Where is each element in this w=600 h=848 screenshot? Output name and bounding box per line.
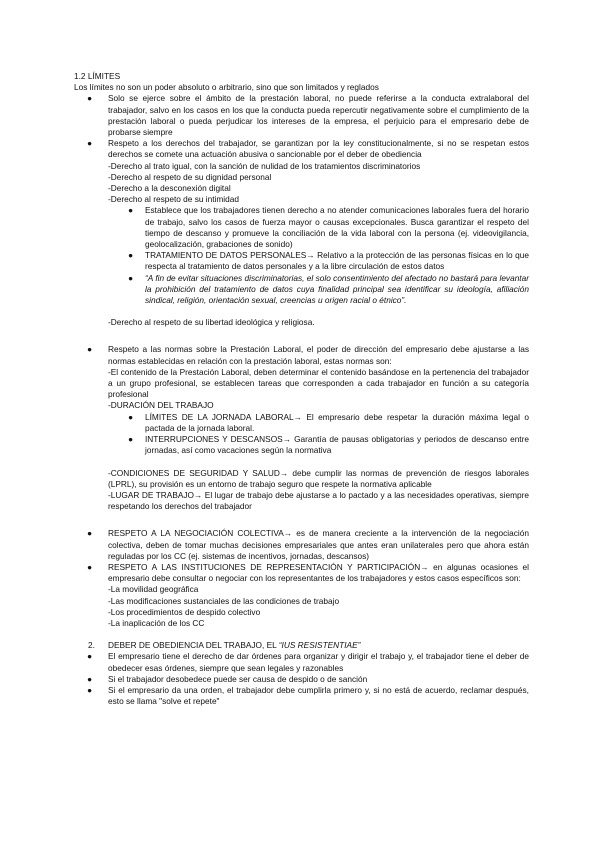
obediencia-bullet: ● Si el trabajador desobedece puede ser causa de despido o de sanción — [87, 673, 368, 684]
bullet-icon: ● — [87, 651, 93, 662]
caso-item: -Los procedimientos de despido colectivo — [108, 606, 261, 617]
derecho-item: -Derecho a la desconexión digital — [108, 183, 231, 194]
section-2-title: 2. DEBER DE OBEDIENCIA DEL TRABAJO, EL “IUS RESISTENTIAE” — [88, 640, 361, 651]
bullet-icon: ● — [87, 684, 93, 695]
libertad-item: -Derecho al respeto de su libertad ideológica y religiosa. — [108, 317, 315, 328]
section-number: 2. — [88, 640, 95, 651]
duracion-label: -DURACIÓN DEL TRABAJO — [108, 400, 214, 411]
section-heading: 1.2 LÍMITES — [74, 71, 121, 81]
bullet-icon: ● — [87, 528, 93, 539]
bullet-icon: ● — [128, 411, 134, 422]
contenido-item: -El contenido de la Prestación Laboral, deben determinar el contenido basándose en la pertenencia del trabajador a un grupo profesional, se establecen tareas que corresponden a cada trabajador en función a su categoría profesional — [108, 366, 529, 400]
condiciones-item: -CONDICIONES DE SEGURIDAD Y SALUD→ debe cumplir las normas de prevención de riesgos laborales (LPRL), su provisión es un entorno de trabajo seguro que respete la normativa aplicable — [108, 467, 529, 489]
bullet-icon: ● — [128, 272, 134, 283]
derecho-item: -Derecho al respeto de su intimidad — [108, 194, 239, 205]
duracion-bullet: ● LÍMITES DE LA JORNADA LABORAL→ El empresario debe respetar la duración máxima legal o pactada de la jornada laboral. — [128, 411, 529, 433]
bullet-derechos: ● Respeto a los derechos del trabajador, se garantizan por la ley constitucionalmente, si no se respetan estos derechos se comete una actuación abusiva o sancionable por el deber de obediencia — [87, 138, 529, 160]
obediencia-bullet: ● El empresario tiene el derecho de dar órdenes para organizar y dirigir el trabajo y, el trabajador tiene el deber de obedecer esas órdenes, siempre que sean legales y razonables — [87, 651, 529, 673]
bullet-normas: ● Respeto a las normas sobre la Prestación Laboral, el poder de dirección del empresario debe ajustarse a las normas establecidas en relación con la prestación laboral, estas normas son: — [87, 344, 529, 366]
bullet-icon: ● — [87, 673, 93, 684]
bullet-icon: ● — [128, 434, 134, 445]
bullet-icon: ● — [87, 561, 93, 572]
lugar-item: -LUGAR DE TRABAJO→ El lugar de trabajo debe ajustarse a lo pactado y a las necesidades operativas, siempre respetando los derechos del trabajador — [108, 489, 529, 512]
bullet-instituciones: ● RESPETO A LAS INSTITUCIONES DE REPRESENTACIÓN Y PARTICIPACIÓN→ en algunas ocasiones el empresario debe consultar o negociar con los representantes de los trabajadores y estos casos específicos son: — [87, 561, 529, 584]
derecho-item: -Derecho al respeto de su dignidad personal — [108, 171, 272, 182]
bullet-negociacion: ● RESPETO A LA NEGOCIACIÓN COLECTIVA→ es de manera creciente a la intervención de la negociación colectiva, deben de tomar muchas decisiones empresariales que antes eran unilaterales pero que ahora están reguladas por los CC (ej. sistemas de incentivos, jornadas, descansos) — [87, 528, 529, 561]
derecho-item: -Derecho al trato igual, con la sanción de nulidad de los tratamientos discriminatorios — [108, 160, 421, 171]
duracion-bullet: ● INTERRUPCIONES Y DESCANSOS→ Garantía de pausas obligatorias y periodos de descanso entre jornadas, así como vacaciones según la normativa — [128, 434, 529, 456]
intimidad-bullet: ● TRATAMIENTO DE DATOS PERSONALES→ Relativo a la protección de las personas físicas en lo que respecta al tratamiento de datos personales y a la libre circulación de estos datos — [128, 250, 529, 272]
caso-item: -La movilidad geográfica — [108, 584, 199, 595]
obediencia-bullet: ● Si el empresario da una orden, el trabajador debe cumplirla primero y, si no está de acuerdo, reclamar después, esto se llama "solve et repete" — [87, 684, 529, 707]
intro-text: Los límites no son un poder absoluto o arbitrario, sino que son limitados y reglados — [74, 82, 379, 93]
intimidad-bullet: ● Establece que los trabajadores tienen derecho a no atender comunicaciones laborales fuera del horario de trabajo, salvo los casos de fuerza mayor o causas excepcionales. Busca garantizar el respeto del tiempo de descanso y promueve la conciliación de la vida laboral con la persona (ej. videovigilancia, geolocalización, grabaciones de sonido) — [128, 205, 529, 250]
bullet-solo: ● Solo se ejerce sobre el ámbito de la prestación laboral, no puede referirse a la conducta extralaboral del trabajador, salvo en los casos en los que la conducta pueda repercutir negativamente sobre el cumplimiento de la prestación laboral o pueda perjudicar los intereses de la empresa, el perjuicio para el empresario debe de probarse siempre — [87, 93, 529, 138]
bullet-icon: ● — [128, 250, 134, 261]
quote-bullet: ● “A fin de evitar situaciones discriminatorias, el solo consentimiento del afectado no bastará para levantar la prohibición del tratamiento de datos cuya finalidad principal sea identificar su ideología, afiliación sindical, religión, orientación sexual, creencias u origen racial o étnico”. — [128, 272, 529, 306]
caso-item: -La inaplicación de los CC — [108, 617, 205, 628]
bullet-icon: ● — [87, 138, 93, 149]
document-page — [74, 71, 529, 707]
caso-item: -Las modificaciones sustanciales de las condiciones de trabajo — [108, 595, 340, 606]
bullet-icon: ● — [128, 205, 134, 216]
bullet-icon: ● — [87, 93, 93, 104]
bullet-icon: ● — [87, 344, 93, 355]
